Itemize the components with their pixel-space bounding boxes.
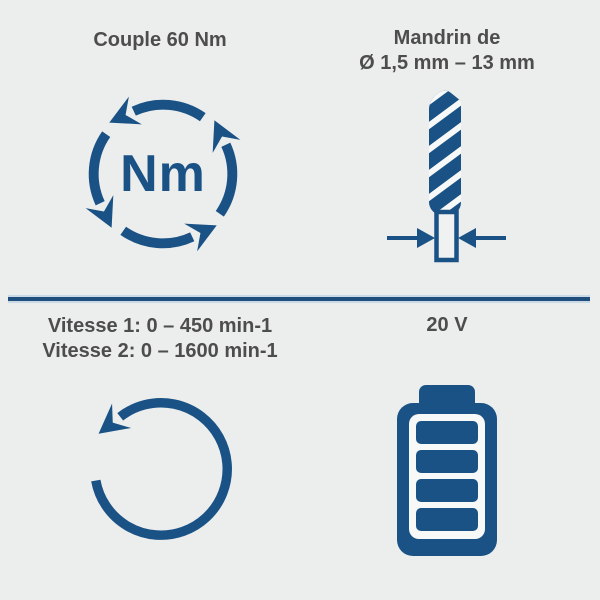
battery-icon [392,383,502,563]
chuck-title-line1: Mandrin de [393,27,501,49]
speed-title [10,314,310,364]
speed-title-line2: Vitesse 2: 0 – 1600 min-1 [42,340,278,362]
speed-title-line1: Vitesse 1: 0 – 450 min-1 [47,315,273,337]
section-divider [8,295,590,303]
torque-title: Couple 60 Nm [93,29,227,51]
drill-bit-diameter-icon [377,88,517,268]
chuck-title [327,26,567,76]
rotation-arrow-icon [75,383,247,555]
voltage-title: 20 V [426,314,468,336]
chuck-title-line2: Ø 1,5 mm – 13 mm [359,52,535,74]
torque-unit-label: Nm [120,145,206,203]
